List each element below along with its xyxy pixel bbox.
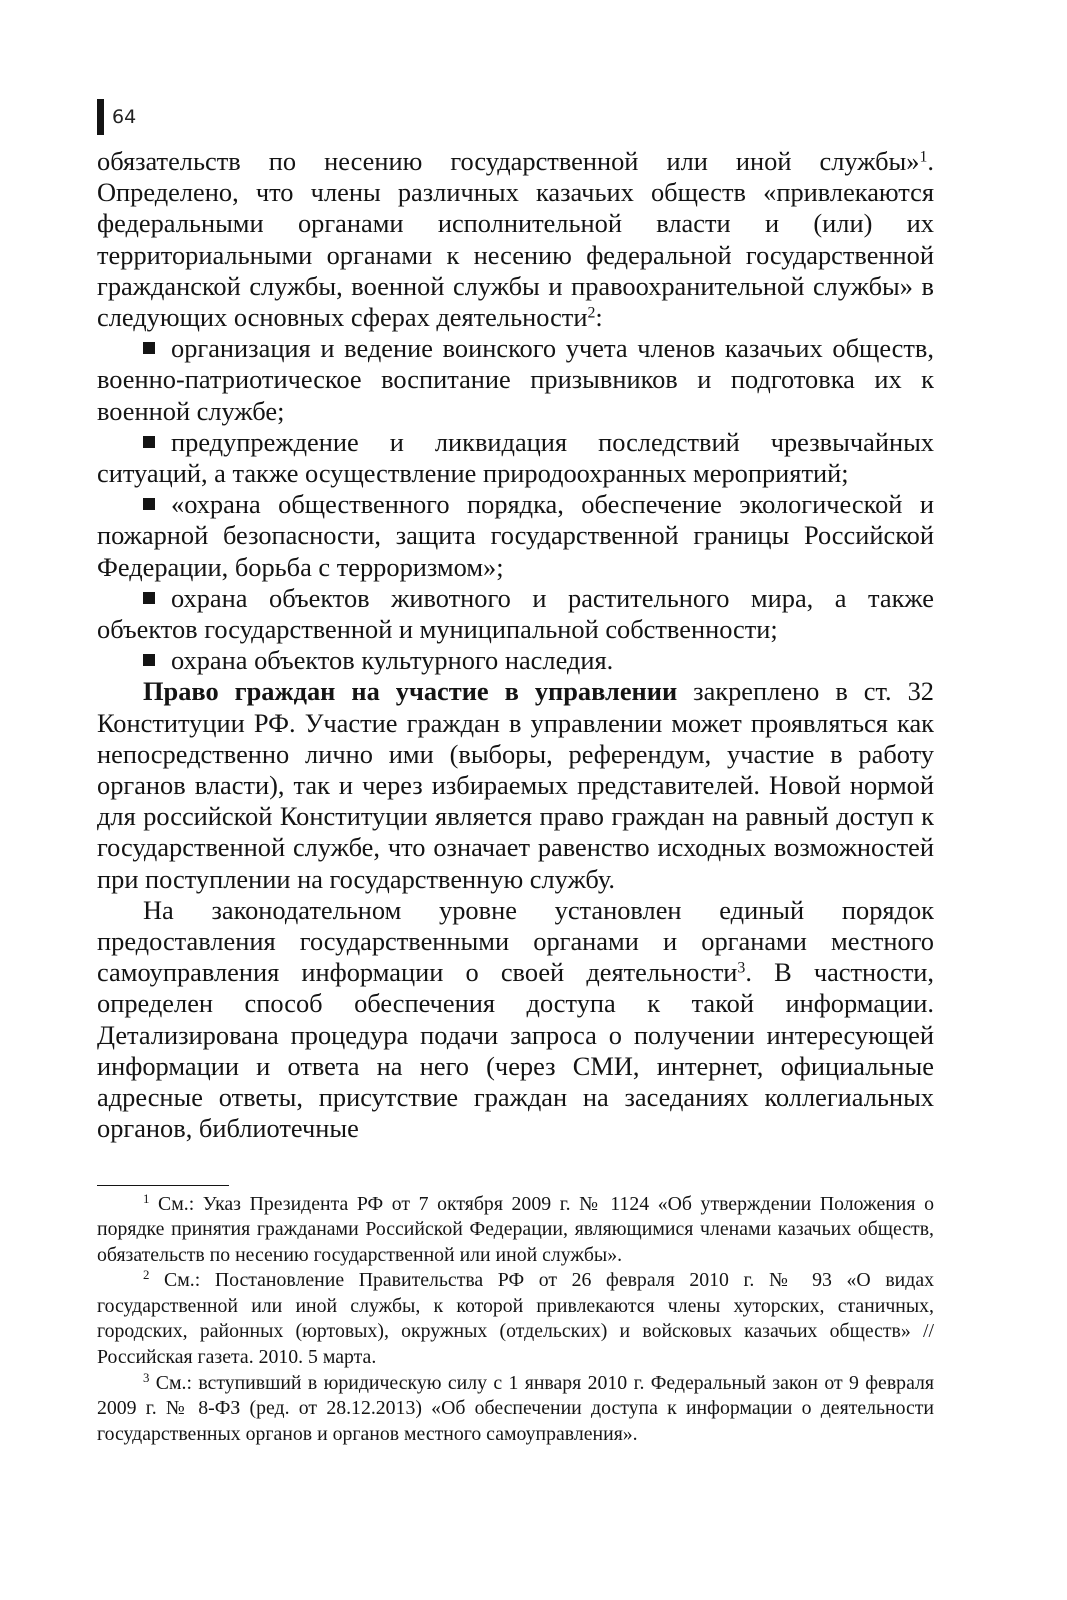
footnote-marker-3: 3 (143, 1370, 150, 1385)
law-paragraph (97, 895, 934, 1145)
intro-text-1: обязательств по несению государственной или иной службы» (97, 146, 920, 176)
law-text-2: . В частности, определен способ обеспечения доступа к такой информации. Детализирована процедура подачи запроса о получении интересующей информации и ответа на него (через СМИ, интернет, официальные адресные ответы, присутствие граждан на заседаниях коллегиальных органов, библиотечные (97, 957, 934, 1144)
footnote-ref-2: 2 (587, 304, 596, 322)
rights-bold-lead: Право граждан на участие в управлении (143, 676, 678, 707)
list-item (97, 427, 934, 489)
footnote-text-1: См.: Указ Президента РФ от 7 октября 2009 г. № 1124 «Об утверждении Положения о порядке принятия гражданами Российской Федерации, являющимися членами казачьих обществ, обязательств по несению государственной или иной службы». (97, 1192, 934, 1266)
footnote-marker-1: 1 (143, 1191, 150, 1206)
footnote-marker-2: 2 (143, 1268, 150, 1283)
bullet-list (97, 333, 934, 676)
list-item (97, 645, 934, 676)
list-item (97, 489, 934, 583)
list-item (97, 583, 934, 645)
footnote-text-3: См.: вступивший в юридическую силу с 1 января 2010 г. Федеральный закон от 9 февраля 2009 г. № 8-ФЗ (ред. от 28.12.2013) «Об обеспечении доступа к информации о деятельности государственных органов и органов местного самоуправления». (97, 1371, 934, 1445)
list-item-text: охрана объектов культурного наследия. (171, 645, 614, 676)
footnotes (97, 1192, 934, 1448)
intro-text-2: . Определено, что члены различных казачьих обществ «привлекаются федеральными органами исполнительной власти и (или) их территориальными органами к несению федеральной государственной гражданской службы, военной службы и правоохранительной службы» в следующих основных сферах деятельности (97, 146, 934, 333)
list-item-text: охрана объектов животного и растительного мира, а также объектов государственной и муниципальной собственности; (97, 582, 934, 645)
list-item-text: «охрана общественного порядка, обеспечение экологической и пожарной безопасности, защита государственной границы Российской Федерации, борьба с терроризмом»; (97, 489, 934, 582)
intro-paragraph (97, 146, 934, 333)
rights-text: закреплено в ст. 32 Конституции РФ. Участие граждан в управлении может проявляться как непосредственно лично ими (выборы, референдум, участие в работу органов власти), так и через избираемых представителей. Новой нормой для российской Конституции является право граждан на равный доступ к государственной службе, что означает равенство исходных возможностей при поступлении на государственную службу. (97, 676, 935, 894)
footnote-1 (97, 1192, 934, 1269)
law-text-1: На законодательном уровне установлен единый порядок предоставления государственными органами и органами местного самоуправления информации о своей деятельности (97, 894, 934, 988)
square-bullet-icon (143, 342, 155, 354)
square-bullet-icon (143, 498, 155, 510)
square-bullet-icon (143, 654, 155, 666)
footnote-divider (97, 1185, 229, 1186)
footnote-text-2: См.: Постановление Правительства РФ от 26 февраля 2010 г. № 93 «О видах государственной или иной службы, к которой привлекаются члены хуторских, станичных, городских, районных (юртовых), окружных (отдельских) и войсковых казачьих обществ» // Российская газета. 2010. 5 марта. (97, 1269, 934, 1369)
footnote-2 (97, 1268, 934, 1370)
square-bullet-icon (143, 436, 155, 448)
footnote-ref-3: 3 (737, 959, 746, 977)
intro-text-3: : (595, 302, 603, 333)
main-text (97, 146, 934, 1145)
square-bullet-icon (143, 592, 155, 604)
page-number: 64 (112, 106, 137, 128)
page-number-bar (97, 99, 104, 135)
footnote-3 (97, 1371, 934, 1448)
list-item-text: предупреждение и ликвидация последствий чрезвычайных ситуаций, а также осуществление природоохранных мероприятий; (97, 426, 934, 489)
page-header (97, 98, 934, 136)
rights-paragraph (97, 676, 934, 894)
list-item-text: организация и ведение воинского учета членов казачьих обществ, военно-патриотическое воспитание призывников и подготовка их к военной службе; (97, 333, 934, 426)
footnote-ref-1: 1 (919, 148, 928, 166)
list-item (97, 333, 934, 427)
